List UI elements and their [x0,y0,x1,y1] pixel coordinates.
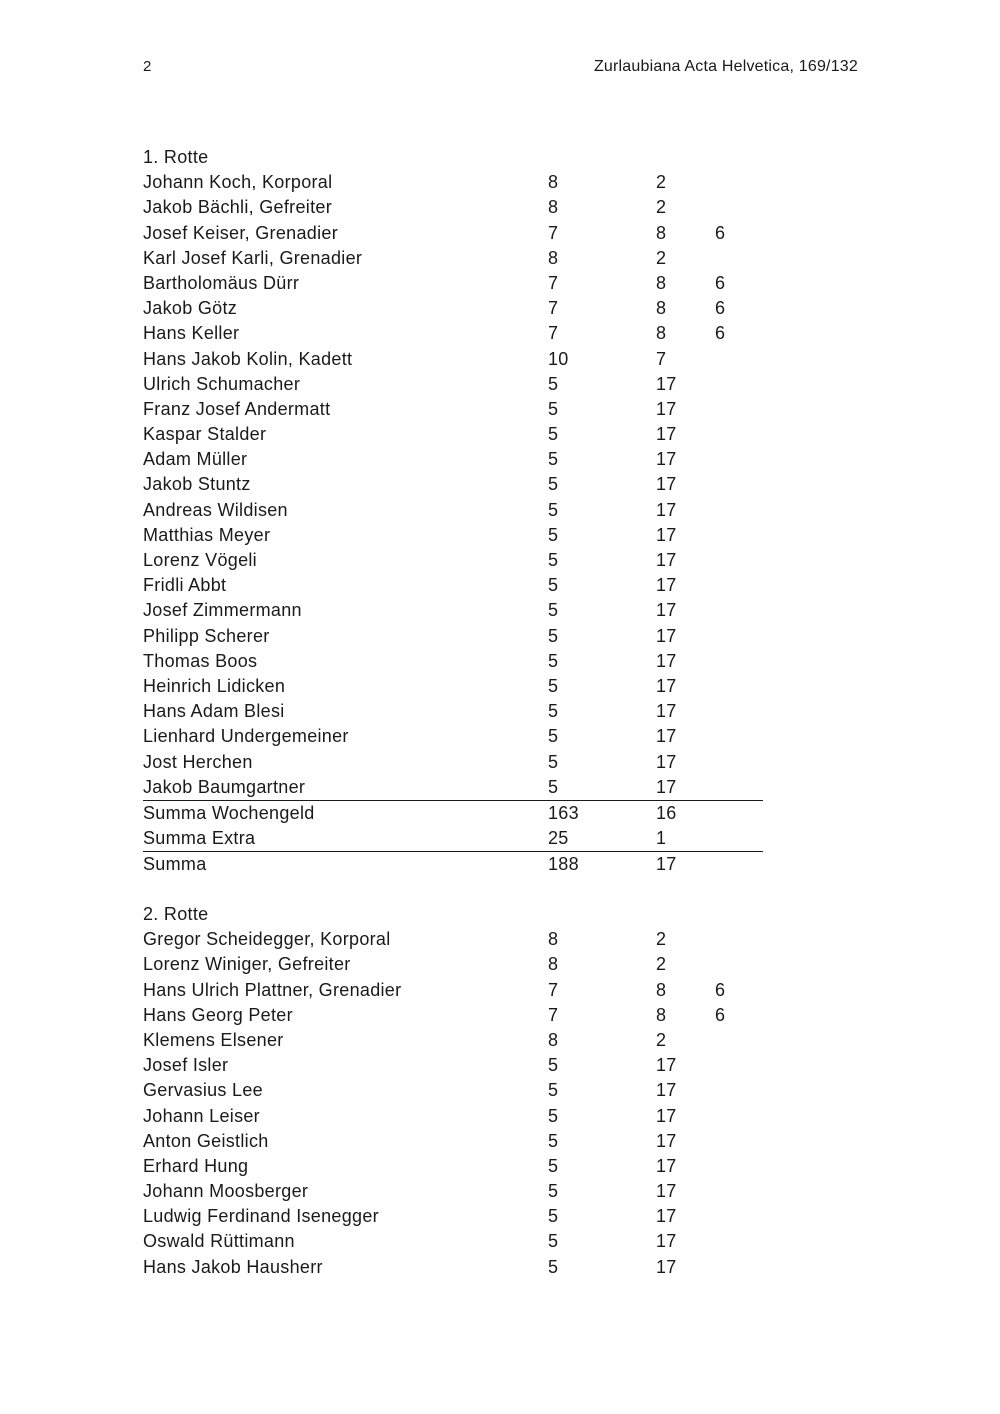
soldier-name: Lienhard Undergemeiner [143,726,349,747]
amount-col-2: 2 [656,954,667,975]
ledger-row [143,573,763,598]
amount-col-2: 17 [656,398,677,419]
ledger-row [143,1003,763,1028]
soldier-name: Gregor Scheidegger, Korporal [143,929,391,950]
amount-col-2: 17 [656,650,677,671]
amount-col-2: 17 [656,474,677,495]
amount-col-3: 6 [715,1004,726,1025]
amount-col-2: 8 [656,979,667,1000]
soldier-name: Franz Josef Andermatt [143,398,331,419]
soldier-name: Lorenz Vögeli [143,550,257,570]
amount-col-2: 17 [656,449,677,470]
soldier-name: Oswald Rüttimann [143,1231,295,1252]
soldier-name: Andreas Wildisen [143,499,288,520]
amount-col-2: 17 [656,1080,677,1101]
amount-col-1: 5 [548,575,559,596]
amount-col-2: 17 [656,751,677,772]
amount-col-2: 2 [656,1029,667,1050]
soldier-name: Johann Leiser [143,1105,260,1126]
ledger-row [143,1053,763,1078]
amount-col-2: 2 [656,929,667,950]
amount-col-2: 16 [656,802,677,823]
amount-col-2: 17 [656,1130,677,1151]
soldier-name: Thomas Boos [143,650,258,671]
amount-col-1: 5 [548,1130,559,1151]
amount-col-2: 8 [656,1004,667,1025]
section-heading: 2. Rotte [143,904,209,924]
ledger-row [143,548,763,573]
ledger-row [143,246,763,271]
soldier-name: Summa Extra [143,828,256,849]
amount-col-2: 17 [656,600,677,621]
amount-col-1: 5 [548,701,559,722]
ledger-row [143,1028,763,1053]
ledger-row [143,271,763,296]
soldier-name: Hans Keller [143,323,240,344]
amount-col-1: 7 [548,979,559,1000]
amount-col-3: 6 [715,222,726,243]
ledger-row [143,296,763,321]
soldier-name: Ulrich Schumacher [143,373,301,394]
amount-col-1: 25 [548,828,569,849]
ledger-row [143,750,763,775]
amount-col-1: 5 [548,751,559,772]
soldier-name: Hans Adam Blesi [143,701,285,722]
amount-col-1: 5 [548,1155,559,1176]
ledger-row [143,1104,763,1129]
amount-col-1: 5 [548,625,559,646]
amount-col-2: 17 [656,1181,677,1202]
soldier-name: Johann Moosberger [143,1181,309,1202]
amount-col-1: 5 [548,1181,559,1202]
soldier-name: Johann Koch, Korporal [143,172,333,193]
rotte-2-rows [143,927,763,1280]
amount-col-1: 8 [548,172,559,193]
amount-col-1: 8 [548,1029,559,1050]
soldier-name: Adam Müller [143,449,248,470]
amount-col-2: 2 [656,172,667,193]
rotte-1-totals [143,801,763,878]
amount-col-3: 6 [715,272,726,293]
amount-col-2: 17 [656,1105,677,1126]
ledger-row [143,775,763,801]
soldier-name: Anton Geistlich [143,1130,269,1151]
soldier-name: Bartholomäus Dürr [143,272,300,293]
soldier-name: Josef Keiser, Grenadier [143,222,338,243]
rotte-1-section [143,145,763,877]
ledger-row [143,1154,763,1179]
amount-col-1: 5 [548,1055,559,1076]
amount-col-2: 7 [656,348,667,369]
amount-col-1: 5 [548,650,559,671]
amount-col-1: 5 [548,1080,559,1101]
ledger-row [143,649,763,674]
soldier-name: Klemens Elsener [143,1029,284,1050]
amount-col-1: 5 [548,1105,559,1126]
soldier-name: Hans Jakob Kolin, Kadett [143,348,353,369]
soldier-name: Karl Josef Karli, Grenadier [143,247,363,268]
ledger-row [143,674,763,699]
amount-col-1: 7 [548,323,559,344]
amount-col-2: 17 [656,1155,677,1176]
ledger-row [143,826,763,852]
amount-col-2: 2 [656,197,667,218]
amount-col-2: 17 [656,1231,677,1252]
ledger-row [143,1179,763,1204]
ledger-row [143,624,763,649]
soldier-name: Philipp Scherer [143,625,270,646]
soldier-name: Jakob Baumgartner [143,776,306,797]
ledger-row [143,1204,763,1229]
running-title: Zurlaubiana Acta Helvetica, 169/132 [593,58,858,75]
page-number: 2 [143,58,152,75]
amount-col-2: 17 [656,499,677,520]
ledger-row [143,472,763,497]
ledger-row [143,397,763,422]
amount-col-2: 8 [656,323,667,344]
amount-col-2: 1 [656,828,667,849]
ledger-row [143,170,763,195]
amount-col-1: 163 [548,802,579,823]
amount-col-2: 17 [656,701,677,722]
rotte-2-section [143,902,763,1280]
ledger-row [143,1129,763,1154]
amount-col-1: 8 [548,954,559,975]
amount-col-3: 6 [715,298,726,319]
amount-col-1: 5 [548,1206,559,1227]
soldier-name: Kaspar Stalder [143,424,267,445]
soldier-name: Hans Ulrich Plattner, Grenadier [143,979,402,1000]
ledger-row [143,221,763,246]
amount-col-1: 8 [548,929,559,950]
soldier-name: Hans Georg Peter [143,1004,293,1025]
amount-col-2: 17 [656,675,677,696]
soldier-name: Summa [143,854,207,875]
rotte-1-rows [143,170,763,801]
soldier-name: Josef Zimmermann [143,600,302,621]
amount-col-1: 5 [548,499,559,520]
amount-col-1: 5 [548,474,559,495]
soldier-name: Jakob Götz [143,298,238,319]
ledger-row [143,952,763,977]
ledger-row [143,498,763,523]
amount-col-2: 17 [656,524,677,545]
amount-col-2: 8 [656,272,667,293]
amount-col-3: 6 [715,323,726,344]
ledger-row [143,422,763,447]
soldier-name: Jost Herchen [143,751,253,772]
amount-col-1: 5 [548,398,559,419]
amount-col-1: 10 [548,348,569,369]
section-heading: 1. Rotte [143,147,209,167]
ledger-row [143,447,763,472]
amount-col-1: 5 [548,726,559,747]
amount-col-2: 2 [656,247,667,268]
amount-col-1: 5 [548,424,559,445]
amount-col-2: 17 [656,726,677,747]
ledger-row [143,195,763,220]
ledger-row [143,852,763,877]
amount-col-2: 17 [656,1055,677,1076]
amount-col-2: 17 [656,1206,677,1227]
ledger-row [143,927,763,952]
amount-col-2: 17 [656,373,677,394]
soldier-name: Erhard Hung [143,1155,249,1176]
amount-col-1: 188 [548,854,579,875]
ledger-row [143,724,763,749]
ledger-row [143,978,763,1003]
amount-col-1: 7 [548,1004,559,1025]
soldier-name: Jakob Bächli, Gefreiter [143,197,332,218]
ledger-row [143,598,763,623]
amount-col-2: 17 [656,424,677,445]
soldier-name: Lorenz Winiger, Gefreiter [143,954,351,975]
amount-col-1: 5 [548,524,559,545]
soldier-name: Summa Wochengeld [143,802,315,823]
amount-col-1: 8 [548,247,559,268]
amount-col-2: 17 [656,776,677,797]
ledger-row [143,1078,763,1103]
soldier-name: Matthias Meyer [143,524,271,545]
soldier-name: Hans Jakob Hausherr [143,1256,323,1277]
amount-col-1: 5 [548,373,559,394]
amount-col-2: 17 [656,625,677,646]
amount-col-1: 5 [548,675,559,696]
amount-col-2: 17 [656,575,677,596]
amount-col-1: 7 [548,222,559,243]
amount-col-1: 5 [548,1231,559,1252]
amount-col-1: 5 [548,600,559,621]
ledger-row [143,801,763,826]
soldier-name: Ludwig Ferdinand Isenegger [143,1206,379,1227]
amount-col-3: 6 [715,979,726,1000]
soldier-name: Gervasius Lee [143,1080,263,1101]
amount-col-1: 7 [548,272,559,293]
amount-col-1: 8 [548,197,559,218]
amount-col-2: 8 [656,298,667,319]
amount-col-1: 5 [548,550,559,570]
amount-col-2: 17 [656,550,677,570]
ledger-row [143,699,763,724]
ledger-row [143,523,763,548]
ledger-row [143,321,763,346]
ledger-row [143,1255,763,1280]
ledger-row [143,372,763,397]
amount-col-2: 8 [656,222,667,243]
soldier-name: Heinrich Lidicken [143,675,286,696]
amount-col-1: 5 [548,776,559,797]
ledger-row [143,1229,763,1254]
soldier-name: Fridli Abbt [143,575,227,596]
amount-col-1: 7 [548,298,559,319]
soldier-name: Josef Isler [143,1055,229,1076]
amount-col-1: 5 [548,449,559,470]
amount-col-2: 17 [656,1256,677,1277]
amount-col-1: 5 [548,1256,559,1277]
soldier-name: Jakob Stuntz [143,474,251,495]
ledger-row [143,347,763,372]
amount-col-2: 17 [656,854,677,875]
